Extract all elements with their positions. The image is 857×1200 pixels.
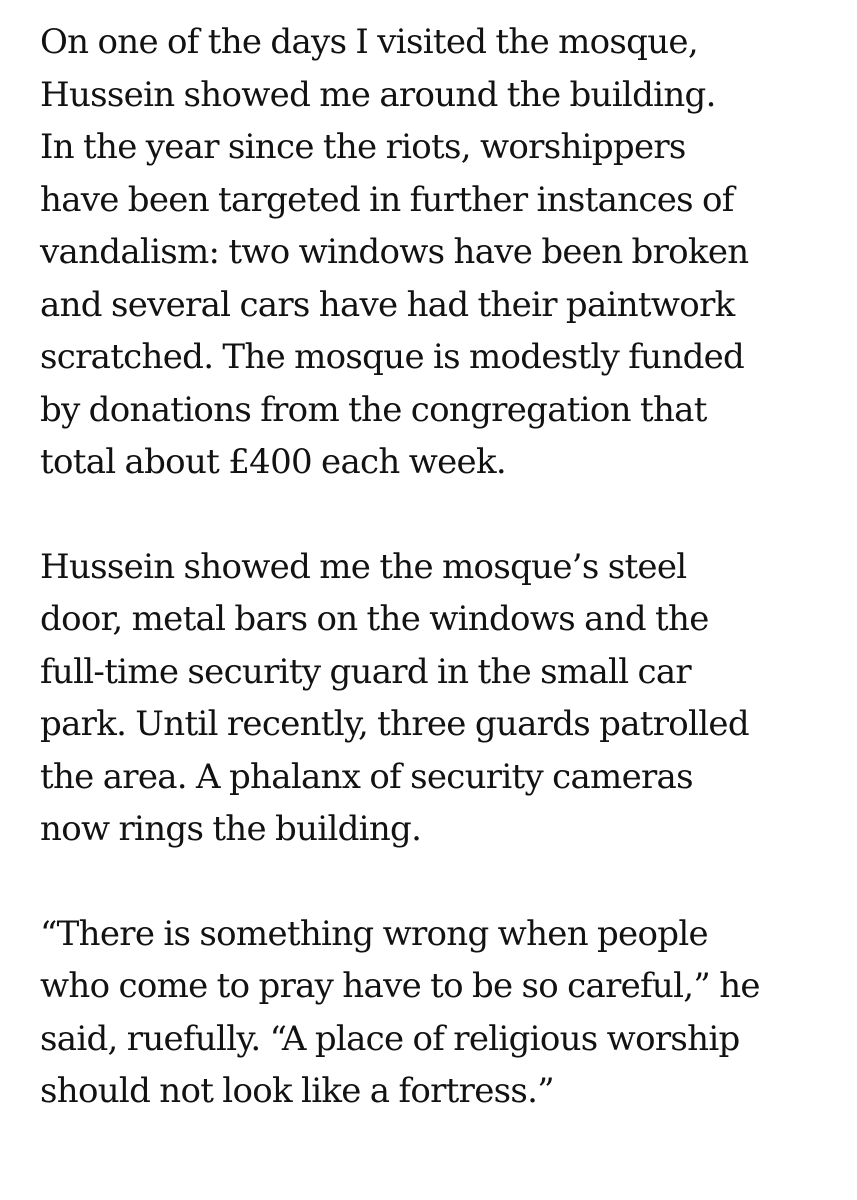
text-line: and several cars have had their paintwork [40,284,735,325]
text-line: scratched. The mosque is modestly funded [40,337,745,377]
paragraph-1 [40,16,840,489]
text-line: by donations from the congregation that [40,389,707,430]
text-line: “There is something wrong when people [40,913,708,954]
text-line: Hussein showed me the mosque’s steel [40,546,687,587]
text-line: should not look like a fortress.” [40,1071,554,1111]
text-line: have been targeted in further instances of [40,179,734,220]
text-line: who come to pray have to be so careful,” he [40,966,760,1006]
text-line: On one of the days I visited the mosque, [40,22,698,62]
text-line: Hussein showed me around the building. [40,74,716,115]
text-line: full-time security guard in the small car [40,651,691,692]
text-line: park. Until recently, three guards patrolled [40,704,749,744]
article-body [40,16,840,1170]
paragraph-2 [40,541,840,856]
text-line: In the year since the riots, worshippers [40,127,686,167]
text-line: now rings the building. [40,809,422,849]
text-line: door, metal bars on the windows and the [40,599,709,639]
text-line: total about £400 each week. [40,442,506,482]
text-line: the area. A phalanx of security cameras [40,756,693,797]
paragraph-3 [40,908,840,1118]
text-line: vandalism: two windows have been broken [40,232,749,272]
text-line: said, ruefully. “A place of religious worship [40,1018,740,1059]
